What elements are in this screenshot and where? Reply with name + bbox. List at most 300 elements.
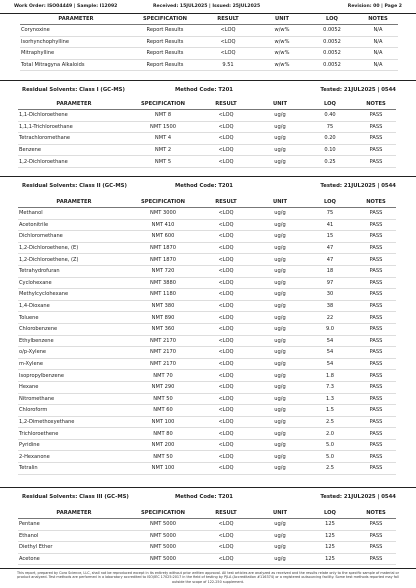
unit-cell: ug/g bbox=[256, 242, 304, 254]
unit-cell: ug/g bbox=[256, 265, 304, 277]
specification-cell: Report Results bbox=[132, 25, 198, 37]
loq-cell: 2.0 bbox=[304, 428, 356, 440]
specification-cell: NMT 60 bbox=[130, 405, 196, 417]
received-issued-label: Received: 15JUL2025 | Issued: 25JUL2025 bbox=[153, 4, 261, 9]
loq-cell: 18 bbox=[304, 265, 356, 277]
parameter-cell: Chloroform bbox=[18, 405, 130, 417]
table-row bbox=[18, 405, 396, 417]
header-unit: UNIT bbox=[256, 196, 304, 208]
class3-method: Method Code: T201 bbox=[175, 494, 233, 500]
notes-cell: PASS bbox=[356, 519, 396, 531]
unit-cell: ug/g bbox=[256, 405, 304, 417]
specification-cell: NMT 2170 bbox=[130, 358, 196, 370]
header-result: RESULT bbox=[196, 98, 256, 110]
notes-cell: PASS bbox=[356, 231, 396, 243]
result-cell: <LOQ bbox=[196, 231, 256, 243]
notes-cell: PASS bbox=[356, 242, 396, 254]
notes-cell: PASS bbox=[356, 553, 396, 565]
parameter-cell: Ethanol bbox=[18, 530, 130, 542]
specification-cell: NMT 4 bbox=[130, 133, 196, 145]
parameter-cell: Tetrahydrofuran bbox=[18, 265, 130, 277]
loq-cell: 30 bbox=[304, 289, 356, 301]
unit-cell: ug/g bbox=[256, 219, 304, 231]
table-row bbox=[18, 208, 396, 220]
table-row bbox=[20, 59, 398, 71]
notes-cell: PASS bbox=[356, 289, 396, 301]
notes-cell: PASS bbox=[356, 347, 396, 359]
unit-cell: ug/g bbox=[256, 553, 304, 565]
unit-cell: ug/g bbox=[256, 542, 304, 554]
notes-cell: PASS bbox=[356, 277, 396, 289]
notes-cell: PASS bbox=[356, 542, 396, 554]
loq-cell: 38 bbox=[304, 300, 356, 312]
specification-cell: NMT 200 bbox=[130, 439, 196, 451]
table-row bbox=[18, 381, 396, 393]
result-cell: <LOQ bbox=[196, 347, 256, 359]
result-cell: <LOQ bbox=[196, 323, 256, 335]
parameter-cell: Acetonitrile bbox=[18, 219, 130, 231]
class2-table bbox=[18, 196, 396, 475]
parameter-cell: 1,4-Dioxane bbox=[18, 300, 130, 312]
unit-cell: ug/g bbox=[256, 121, 304, 133]
table-row bbox=[18, 370, 396, 382]
class2-method: Method Code: T201 bbox=[175, 183, 233, 189]
table-row bbox=[18, 289, 396, 301]
loq-cell: 75 bbox=[304, 208, 356, 220]
table-row bbox=[18, 242, 396, 254]
unit-cell: ug/g bbox=[256, 254, 304, 266]
loq-cell: 54 bbox=[304, 347, 356, 359]
header-specification: SPECIFICATION bbox=[130, 196, 196, 208]
unit-cell: ug/g bbox=[256, 381, 304, 393]
result-cell: <LOQ bbox=[196, 370, 256, 382]
notes-cell: N/A bbox=[358, 25, 398, 37]
result-cell: <LOQ bbox=[198, 36, 258, 48]
notes-cell: PASS bbox=[356, 439, 396, 451]
class2-title: Residual Solvents: Class II (GC-MS) bbox=[22, 183, 127, 189]
loq-cell: 15 bbox=[304, 231, 356, 243]
loq-cell: 5.0 bbox=[304, 451, 356, 463]
table-row bbox=[18, 451, 396, 463]
loq-cell: 125 bbox=[304, 519, 356, 531]
table-row bbox=[18, 265, 396, 277]
section-divider bbox=[0, 80, 416, 81]
parameter-cell: 1,1,1-Trichloroethane bbox=[18, 121, 130, 133]
table-row bbox=[18, 519, 396, 531]
alkaloids-table bbox=[20, 13, 398, 71]
result-cell: <LOQ bbox=[196, 254, 256, 266]
unit-cell: w/w% bbox=[258, 48, 306, 60]
loq-cell: 0.0052 bbox=[306, 25, 358, 37]
loq-cell: 125 bbox=[304, 530, 356, 542]
loq-cell: 125 bbox=[304, 553, 356, 565]
loq-cell: 0.40 bbox=[304, 110, 356, 122]
result-cell: <LOQ bbox=[196, 133, 256, 145]
result-cell: <LOQ bbox=[196, 542, 256, 554]
result-cell: <LOQ bbox=[196, 428, 256, 440]
loq-cell: 47 bbox=[304, 254, 356, 266]
result-cell: <LOQ bbox=[196, 289, 256, 301]
notes-cell: PASS bbox=[356, 393, 396, 405]
specification-cell: Report Results bbox=[132, 48, 198, 60]
specification-cell: NMT 2170 bbox=[130, 347, 196, 359]
header-loq: LOQ bbox=[304, 98, 356, 110]
notes-cell: PASS bbox=[356, 416, 396, 428]
unit-cell: ug/g bbox=[256, 133, 304, 145]
result-cell: <LOQ bbox=[196, 277, 256, 289]
specification-cell: NMT 410 bbox=[130, 219, 196, 231]
unit-cell: ug/g bbox=[256, 277, 304, 289]
result-cell: <LOQ bbox=[196, 530, 256, 542]
table-header-row bbox=[18, 507, 396, 519]
loq-cell: 7.3 bbox=[304, 381, 356, 393]
notes-cell: PASS bbox=[356, 121, 396, 133]
parameter-cell: Ethylbenzene bbox=[18, 335, 130, 347]
parameter-cell: Tetralin bbox=[18, 463, 130, 475]
unit-cell: ug/g bbox=[256, 463, 304, 475]
unit-cell: ug/g bbox=[256, 312, 304, 324]
notes-cell: PASS bbox=[356, 370, 396, 382]
result-cell: <LOQ bbox=[196, 451, 256, 463]
result-cell: <LOQ bbox=[196, 144, 256, 156]
notes-cell: PASS bbox=[356, 381, 396, 393]
specification-cell: NMT 890 bbox=[130, 312, 196, 324]
specification-cell: NMT 3000 bbox=[130, 208, 196, 220]
specification-cell: NMT 1870 bbox=[130, 242, 196, 254]
loq-cell: 5.0 bbox=[304, 439, 356, 451]
table-row bbox=[18, 144, 396, 156]
notes-cell: PASS bbox=[356, 451, 396, 463]
specification-cell: NMT 380 bbox=[130, 300, 196, 312]
table-row bbox=[18, 393, 396, 405]
notes-cell: PASS bbox=[356, 219, 396, 231]
header-specification: SPECIFICATION bbox=[130, 507, 196, 519]
parameter-cell: m-Xylene bbox=[18, 358, 130, 370]
notes-cell: PASS bbox=[356, 335, 396, 347]
parameter-cell: Acetone bbox=[18, 553, 130, 565]
table-header-row bbox=[20, 13, 398, 25]
parameter-cell: Hexane bbox=[18, 381, 130, 393]
class3-title: Residual Solvents: Class III (GC-MS) bbox=[22, 494, 129, 500]
result-cell: <LOQ bbox=[196, 156, 256, 168]
specification-cell: NMT 2 bbox=[130, 144, 196, 156]
loq-cell: 125 bbox=[304, 542, 356, 554]
specification-cell: NMT 5000 bbox=[130, 553, 196, 565]
unit-cell: ug/g bbox=[256, 451, 304, 463]
notes-cell: PASS bbox=[356, 323, 396, 335]
notes-cell: PASS bbox=[356, 300, 396, 312]
specification-cell: NMT 5 bbox=[130, 156, 196, 168]
unit-cell: ug/g bbox=[256, 530, 304, 542]
specification-cell: NMT 2170 bbox=[130, 335, 196, 347]
table-row bbox=[18, 542, 396, 554]
notes-cell: N/A bbox=[358, 36, 398, 48]
loq-cell: 75 bbox=[304, 121, 356, 133]
section-divider bbox=[0, 487, 416, 488]
notes-cell: PASS bbox=[356, 156, 396, 168]
table-row bbox=[18, 312, 396, 324]
parameter-cell: Chlorobenzene bbox=[18, 323, 130, 335]
header-notes: NOTES bbox=[356, 98, 396, 110]
result-cell: <LOQ bbox=[196, 463, 256, 475]
loq-cell: 41 bbox=[304, 219, 356, 231]
parameter-cell: o/p-Xylene bbox=[18, 347, 130, 359]
parameter-cell: Benzene bbox=[18, 144, 130, 156]
loq-cell: 22 bbox=[304, 312, 356, 324]
loq-cell: 0.0052 bbox=[306, 48, 358, 60]
loq-cell: 54 bbox=[304, 335, 356, 347]
unit-cell: ug/g bbox=[256, 347, 304, 359]
result-cell: <LOQ bbox=[196, 405, 256, 417]
unit-cell: ug/g bbox=[256, 519, 304, 531]
loq-cell: 0.10 bbox=[304, 144, 356, 156]
unit-cell: ug/g bbox=[256, 110, 304, 122]
loq-cell: 2.5 bbox=[304, 416, 356, 428]
notes-cell: PASS bbox=[356, 133, 396, 145]
header-parameter: PARAMETER bbox=[18, 196, 130, 208]
unit-cell: ug/g bbox=[256, 439, 304, 451]
notes-cell: PASS bbox=[356, 144, 396, 156]
parameter-cell: Pyridine bbox=[18, 439, 130, 451]
notes-cell: PASS bbox=[356, 254, 396, 266]
unit-cell: ug/g bbox=[256, 231, 304, 243]
header-unit: UNIT bbox=[258, 13, 306, 25]
specification-cell: NMT 80 bbox=[130, 428, 196, 440]
class2-tested: Tested: 21JUL2025 | 0544 bbox=[320, 183, 396, 189]
header-result: RESULT bbox=[196, 507, 256, 519]
header-parameter: PARAMETER bbox=[18, 507, 130, 519]
header-specification: SPECIFICATION bbox=[132, 13, 198, 25]
loq-cell: 1.5 bbox=[304, 405, 356, 417]
result-cell: <LOQ bbox=[196, 393, 256, 405]
loq-cell: 0.20 bbox=[304, 133, 356, 145]
loq-cell: 9.0 bbox=[304, 323, 356, 335]
header-notes: NOTES bbox=[358, 13, 398, 25]
result-cell: <LOQ bbox=[196, 381, 256, 393]
loq-cell: 54 bbox=[304, 358, 356, 370]
parameter-cell: Toluene bbox=[18, 312, 130, 324]
specification-cell: NMT 50 bbox=[130, 393, 196, 405]
parameter-cell: 1,2-Dichloroethene, (E) bbox=[18, 242, 130, 254]
notes-cell: PASS bbox=[356, 110, 396, 122]
class3-tested: Tested: 21JUL2025 | 0544 bbox=[320, 494, 396, 500]
unit-cell: ug/g bbox=[256, 300, 304, 312]
parameter-cell: Total Mitragyna Alkaloids bbox=[20, 59, 132, 71]
parameter-cell: 1,2-Dimethoxyethane bbox=[18, 416, 130, 428]
loq-cell: 1.3 bbox=[304, 393, 356, 405]
table-header-row bbox=[18, 98, 396, 110]
table-row bbox=[18, 428, 396, 440]
loq-cell: 2.5 bbox=[304, 463, 356, 475]
table-row bbox=[18, 553, 396, 565]
class1-tested: Tested: 21JUL2025 | 0544 bbox=[320, 87, 396, 93]
notes-cell: PASS bbox=[356, 358, 396, 370]
unit-cell: ug/g bbox=[256, 156, 304, 168]
notes-cell: N/A bbox=[358, 59, 398, 71]
parameter-cell: Nitromethane bbox=[18, 393, 130, 405]
header-parameter: PARAMETER bbox=[18, 98, 130, 110]
header-unit: UNIT bbox=[256, 507, 304, 519]
table-row bbox=[18, 133, 396, 145]
parameter-cell: Corynoxine bbox=[20, 25, 132, 37]
header-notes: NOTES bbox=[356, 507, 396, 519]
specification-cell: Report Results bbox=[132, 36, 198, 48]
unit-cell: ug/g bbox=[256, 393, 304, 405]
specification-cell: NMT 8 bbox=[130, 110, 196, 122]
table-row bbox=[18, 439, 396, 451]
class1-table bbox=[18, 98, 396, 168]
header-result: RESULT bbox=[196, 196, 256, 208]
class3-table bbox=[18, 507, 396, 565]
specification-cell: NMT 1870 bbox=[130, 254, 196, 266]
parameter-cell: 1,2-Dichloroethane bbox=[18, 156, 130, 168]
table-row bbox=[18, 219, 396, 231]
table-header-row bbox=[18, 196, 396, 208]
table-row bbox=[18, 358, 396, 370]
parameter-cell: Cyclohexane bbox=[18, 277, 130, 289]
unit-cell: ug/g bbox=[256, 323, 304, 335]
result-cell: <LOQ bbox=[196, 121, 256, 133]
specification-cell: NMT 50 bbox=[130, 451, 196, 463]
unit-cell: ug/g bbox=[256, 428, 304, 440]
specification-cell: NMT 600 bbox=[130, 231, 196, 243]
notes-cell: PASS bbox=[356, 530, 396, 542]
table-row bbox=[18, 463, 396, 475]
section-divider bbox=[0, 176, 416, 177]
result-cell: 9.51 bbox=[198, 59, 258, 71]
unit-cell: ug/g bbox=[256, 358, 304, 370]
specification-cell: NMT 100 bbox=[130, 416, 196, 428]
header-notes: NOTES bbox=[356, 196, 396, 208]
result-cell: <LOQ bbox=[196, 219, 256, 231]
notes-cell: PASS bbox=[356, 428, 396, 440]
parameter-cell: Isorhynchophylline bbox=[20, 36, 132, 48]
parameter-cell: Dichloromethane bbox=[18, 231, 130, 243]
result-cell: <LOQ bbox=[196, 265, 256, 277]
loq-cell: 0.0052 bbox=[306, 59, 358, 71]
parameter-cell: 1,2-Dichloroethene, (Z) bbox=[18, 254, 130, 266]
notes-cell: PASS bbox=[356, 312, 396, 324]
table-row bbox=[18, 530, 396, 542]
result-cell: <LOQ bbox=[196, 519, 256, 531]
loq-cell: 0.25 bbox=[304, 156, 356, 168]
result-cell: <LOQ bbox=[198, 25, 258, 37]
specification-cell: NMT 70 bbox=[130, 370, 196, 382]
specification-cell: NMT 720 bbox=[130, 265, 196, 277]
result-cell: <LOQ bbox=[198, 48, 258, 60]
specification-cell: NMT 1180 bbox=[130, 289, 196, 301]
report-header bbox=[0, 2, 416, 12]
result-cell: <LOQ bbox=[196, 439, 256, 451]
parameter-cell: Isopropylbenzene bbox=[18, 370, 130, 382]
table-row bbox=[18, 277, 396, 289]
header-loq: LOQ bbox=[304, 507, 356, 519]
unit-cell: w/w% bbox=[258, 36, 306, 48]
notes-cell: PASS bbox=[356, 265, 396, 277]
result-cell: <LOQ bbox=[196, 208, 256, 220]
notes-cell: PASS bbox=[356, 208, 396, 220]
table-row bbox=[18, 347, 396, 359]
table-row bbox=[18, 416, 396, 428]
specification-cell: Report Results bbox=[132, 59, 198, 71]
specification-cell: NMT 3880 bbox=[130, 277, 196, 289]
class1-method: Method Code: T201 bbox=[175, 87, 233, 93]
unit-cell: ug/g bbox=[256, 335, 304, 347]
result-cell: <LOQ bbox=[196, 300, 256, 312]
header-parameter: PARAMETER bbox=[20, 13, 132, 25]
specification-cell: NMT 100 bbox=[130, 463, 196, 475]
loq-cell: 1.8 bbox=[304, 370, 356, 382]
table-row bbox=[18, 231, 396, 243]
table-row bbox=[20, 25, 398, 37]
parameter-cell: Trichloroethene bbox=[18, 428, 130, 440]
table-row bbox=[18, 323, 396, 335]
notes-cell: PASS bbox=[356, 463, 396, 475]
header-loq: LOQ bbox=[304, 196, 356, 208]
table-row bbox=[18, 110, 396, 122]
footer-disclaimer: This report, prepared by Cora Science, LLC, shall not be reproduced except in its entirety without prior written approval. All test articles are analyzed as received and the results relate only to the specific sample of material or product analyzed. Test methods are performed in a laboratory accredited to ISO/IEC 17025:2017 in the field of testing by PJLA (Accreditation #116374) or a registered outsourcing facility. Some test methods reported may fall outside the scope of 122-250 supplement. bbox=[16, 571, 400, 584]
notes-cell: PASS bbox=[356, 405, 396, 417]
loq-cell: 47 bbox=[304, 242, 356, 254]
unit-cell: w/w% bbox=[258, 59, 306, 71]
result-cell: <LOQ bbox=[196, 358, 256, 370]
specification-cell: NMT 360 bbox=[130, 323, 196, 335]
parameter-cell: Tetrachloromethane bbox=[18, 133, 130, 145]
unit-cell: ug/g bbox=[256, 289, 304, 301]
parameter-cell: Pentane bbox=[18, 519, 130, 531]
table-row bbox=[18, 121, 396, 133]
unit-cell: ug/g bbox=[256, 416, 304, 428]
unit-cell: ug/g bbox=[256, 208, 304, 220]
work-order-label: Work Order: ISO04449 | Sample: I12092 bbox=[14, 4, 118, 9]
result-cell: <LOQ bbox=[196, 416, 256, 428]
header-specification: SPECIFICATION bbox=[130, 98, 196, 110]
table-row bbox=[18, 335, 396, 347]
header-loq: LOQ bbox=[306, 13, 358, 25]
parameter-cell: Mitraphylline bbox=[20, 48, 132, 60]
table-row bbox=[20, 48, 398, 60]
header-result: RESULT bbox=[198, 13, 258, 25]
result-cell: <LOQ bbox=[196, 335, 256, 347]
result-cell: <LOQ bbox=[196, 242, 256, 254]
loq-cell: 97 bbox=[304, 277, 356, 289]
specification-cell: NMT 5000 bbox=[130, 519, 196, 531]
result-cell: <LOQ bbox=[196, 553, 256, 565]
table-row bbox=[18, 156, 396, 168]
unit-cell: ug/g bbox=[256, 370, 304, 382]
specification-cell: NMT 290 bbox=[130, 381, 196, 393]
specification-cell: NMT 5000 bbox=[130, 530, 196, 542]
unit-cell: ug/g bbox=[256, 144, 304, 156]
parameter-cell: 1,1-Dichloroethene bbox=[18, 110, 130, 122]
parameter-cell: Diethyl Ether bbox=[18, 542, 130, 554]
table-row bbox=[18, 300, 396, 312]
unit-cell: w/w% bbox=[258, 25, 306, 37]
table-row bbox=[20, 36, 398, 48]
revision-page-label: Revision: 00 | Page 2 bbox=[347, 4, 402, 9]
header-unit: UNIT bbox=[256, 98, 304, 110]
notes-cell: N/A bbox=[358, 48, 398, 60]
parameter-cell: Methylcyclohexane bbox=[18, 289, 130, 301]
result-cell: <LOQ bbox=[196, 312, 256, 324]
specification-cell: NMT 1500 bbox=[130, 121, 196, 133]
parameter-cell: 2-Hexanone bbox=[18, 451, 130, 463]
specification-cell: NMT 5000 bbox=[130, 542, 196, 554]
class1-title: Residual Solvents: Class I (GC-MS) bbox=[22, 87, 125, 93]
footer-divider bbox=[0, 568, 416, 569]
result-cell: <LOQ bbox=[196, 110, 256, 122]
loq-cell: 0.0052 bbox=[306, 36, 358, 48]
